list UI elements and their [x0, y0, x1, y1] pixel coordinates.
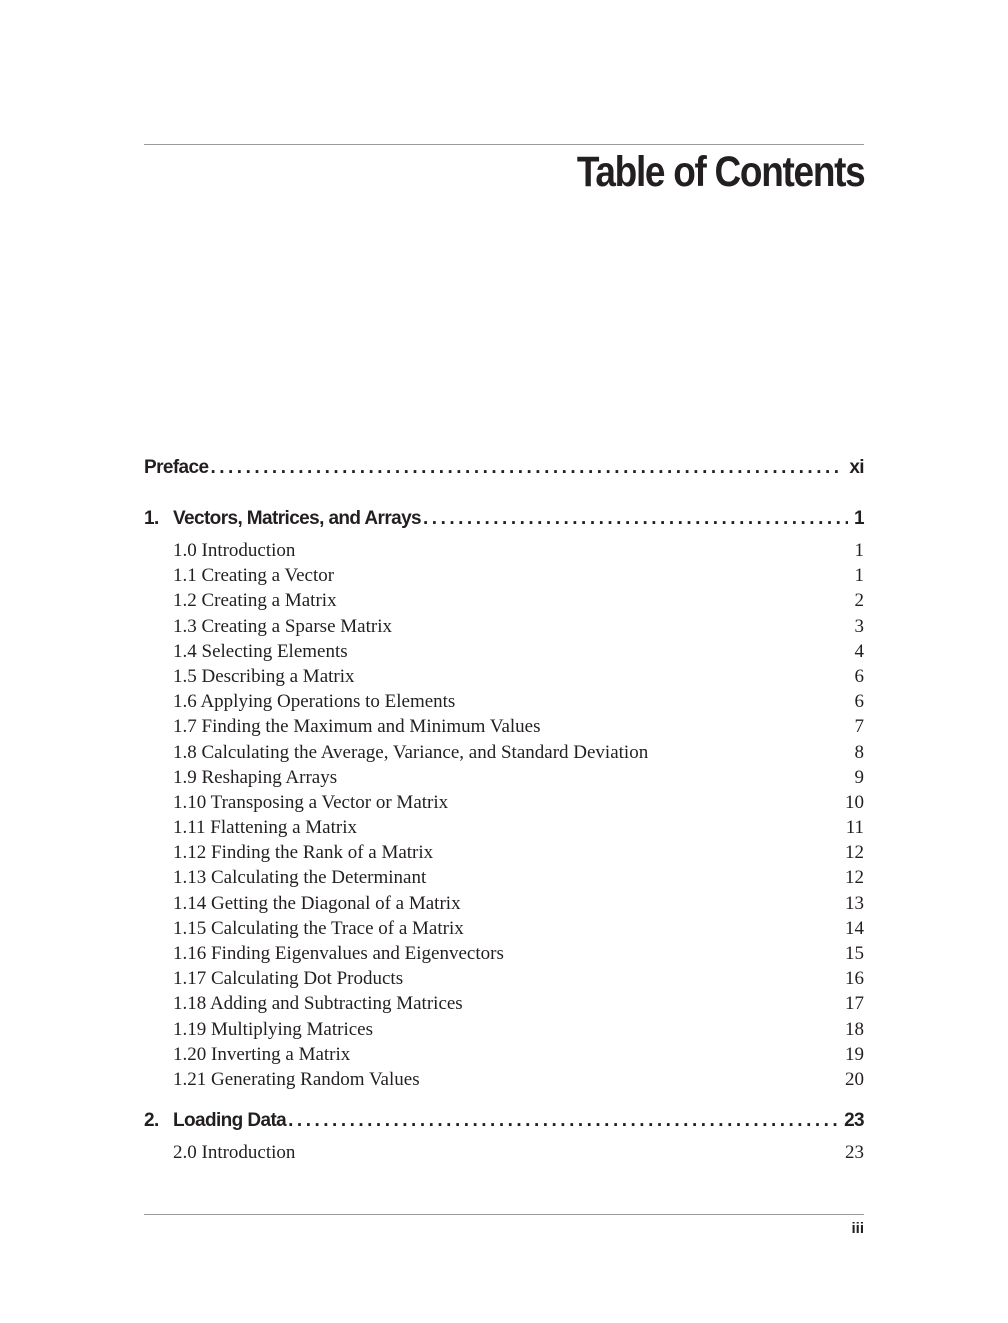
- section-title: 1.19 Multiplying Matrices: [173, 1018, 374, 1040]
- page-title: Table of Contents: [576, 148, 864, 196]
- section-page-number: 1: [854, 540, 864, 561]
- toc-entry-section[interactable]: [144, 614, 864, 639]
- toc-entry-section[interactable]: [144, 991, 864, 1016]
- section-title: 1.11 Flattening a Matrix: [173, 817, 357, 839]
- section-title: 1.14 Getting the Diagonal of a Matrix: [173, 892, 461, 914]
- section-title: 1.13 Calculating the Determinant: [173, 867, 427, 889]
- toc-entry-section[interactable]: [144, 1042, 864, 1067]
- section-page-number: 8: [854, 741, 864, 763]
- section-title: 1.12 Finding the Rank of a Matrix: [173, 842, 434, 864]
- section-page-number: 11: [845, 817, 864, 839]
- section-title: 1.17 Calculating Dot Products: [173, 968, 404, 990]
- section-title: 1.0 Introduction: [173, 540, 296, 561]
- section-page-number: 12: [845, 867, 864, 889]
- section-page-number: 1: [854, 565, 864, 587]
- section-title: 1.21 Generating Random Values: [173, 1068, 420, 1090]
- section-page-number: 4: [854, 640, 864, 662]
- toc-entry-preface[interactable]: [144, 457, 864, 487]
- section-page-number: 10: [845, 791, 864, 813]
- section-page-number: 6: [854, 665, 864, 687]
- section-page-number: 15: [845, 943, 864, 964]
- section-page-number: 23: [845, 1142, 864, 1164]
- section-page-number: 18: [845, 1018, 864, 1040]
- toc-entry-section[interactable]: [144, 563, 864, 588]
- section-page-number: 6: [854, 691, 864, 713]
- section-title: 1.6 Applying Operations to Elements: [173, 691, 456, 713]
- section-title: 1.8 Calculating the Average, Variance, and Standard Deviation: [173, 741, 649, 763]
- toc-entry-section[interactable]: [144, 840, 864, 865]
- toc-entry-section[interactable]: [144, 891, 864, 916]
- section-title: 1.7 Finding the Maximum and Minimum Values: [173, 716, 541, 738]
- toc-entry-section[interactable]: [144, 1140, 864, 1165]
- dot-leader: [288, 1110, 838, 1132]
- section-page-number: 7: [854, 716, 864, 738]
- section-title: 1.20 Inverting a Matrix: [173, 1043, 351, 1065]
- chapter-title: Vectors, Matrices, and Arrays: [173, 508, 422, 529]
- toc-entry-section[interactable]: [144, 1067, 864, 1092]
- toc-entry-section[interactable]: [144, 538, 864, 563]
- section-title: 1.18 Adding and Subtracting Matrices: [173, 993, 463, 1015]
- toc-entry-section[interactable]: [144, 941, 864, 966]
- section-title: 1.16 Finding Eigenvalues and Eigenvectors: [173, 943, 504, 964]
- section-page-number: 14: [845, 917, 864, 939]
- section-title: 1.1 Creating a Vector: [173, 565, 335, 587]
- section-title: 1.5 Describing a Matrix: [173, 665, 355, 687]
- toc-entry-section[interactable]: [144, 790, 864, 815]
- page-folio: iii: [851, 1220, 864, 1237]
- section-title: 1.15 Calculating the Trace of a Matrix: [173, 917, 464, 939]
- toc-entry-section[interactable]: [144, 916, 864, 941]
- toc-entry-section[interactable]: [144, 664, 864, 689]
- preface-page-number: xi: [849, 457, 864, 478]
- chapter-number: 2.: [144, 1110, 159, 1132]
- section-title: 1.9 Reshaping Arrays: [173, 766, 338, 788]
- bottom-divider: [144, 1214, 864, 1215]
- toc-entry-chapter-1[interactable]: [144, 508, 864, 538]
- section-page-number: 12: [845, 842, 864, 864]
- toc-entry-section[interactable]: [144, 740, 864, 765]
- chapter-page-number: 1: [854, 508, 864, 529]
- table-of-contents: [144, 457, 864, 1165]
- toc-entry-chapter-2[interactable]: [144, 1110, 864, 1140]
- preface-label: Preface: [144, 457, 209, 478]
- section-title: 2.0 Introduction: [173, 1142, 296, 1164]
- section-title: 1.2 Creating a Matrix: [173, 590, 337, 612]
- chapter-title: Loading Data: [173, 1110, 287, 1132]
- toc-entry-section[interactable]: [144, 689, 864, 714]
- toc-entry-section[interactable]: [144, 865, 864, 890]
- toc-entry-section[interactable]: [144, 714, 864, 739]
- chapter-list: [144, 508, 864, 1165]
- section-page-number: 19: [845, 1043, 864, 1065]
- toc-entry-section[interactable]: [144, 639, 864, 664]
- section-page-number: 2: [854, 590, 864, 612]
- toc-entry-section[interactable]: [144, 588, 864, 613]
- chapter-number: 1.: [144, 508, 159, 529]
- chapter-page-number: 23: [844, 1110, 864, 1132]
- section-title: 1.3 Creating a Sparse Matrix: [173, 615, 392, 637]
- section-page-number: 9: [854, 766, 864, 788]
- section-page-number: 20: [845, 1068, 864, 1090]
- dot-leader: [423, 508, 848, 530]
- section-page-number: 3: [854, 615, 864, 637]
- section-title: 1.10 Transposing a Vector or Matrix: [173, 791, 449, 813]
- dot-leader: [210, 457, 843, 479]
- section-title: 1.4 Selecting Elements: [173, 640, 348, 662]
- top-divider: [144, 144, 864, 145]
- section-page-number: 13: [845, 892, 864, 914]
- section-page-number: 16: [845, 968, 864, 990]
- toc-entry-section[interactable]: [144, 815, 864, 840]
- toc-entry-section[interactable]: [144, 1017, 864, 1042]
- section-page-number: 17: [845, 993, 864, 1015]
- toc-entry-section[interactable]: [144, 966, 864, 991]
- toc-entry-section[interactable]: [144, 765, 864, 790]
